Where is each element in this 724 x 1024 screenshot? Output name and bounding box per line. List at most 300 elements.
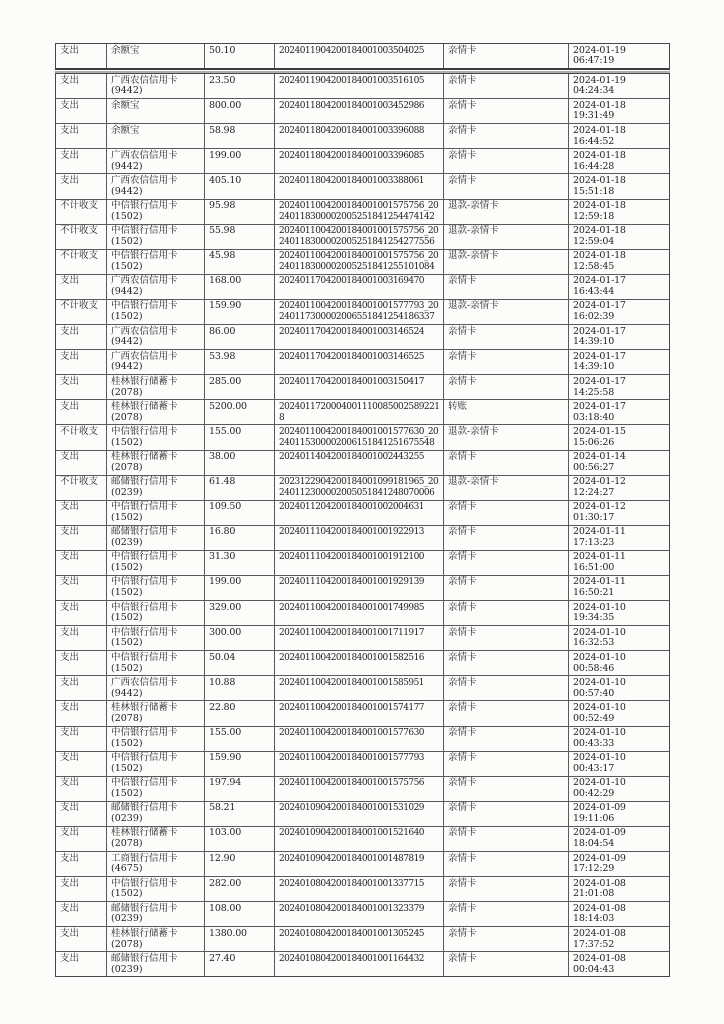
flow-type-text: 支出 [60,701,80,713]
account-name-text: 广西农信信用卡 [111,275,178,287]
pay-method-text: 亲情卡 [448,174,477,186]
transaction-row [56,224,669,249]
cell-transaction-id [274,526,443,550]
transaction-id-text: 2024010804200184001001323379 [279,903,424,914]
transaction-id-text: 2024011004200184001001582516 [279,652,424,663]
transaction-id-text: 2024011804200184001003388061 [279,175,424,186]
date-text: 2024-01-08 [573,952,626,964]
account-number-text: (9442) [111,85,143,97]
account-name-text: 广西农信信用卡 [111,149,178,161]
cell-pay-method [443,952,568,976]
cell-account [106,727,204,751]
cell-datetime [568,225,669,249]
transaction-row [56,801,669,826]
transaction-row [56,475,669,500]
transaction-id-text: 2024011004200184001001749985 [279,602,424,613]
cell-transaction-id [274,576,443,600]
time-text: 14:39:10 [573,336,615,348]
transaction-id-text: 2024011004200184001001575756_20240118300002005251841254277556 [279,226,439,247]
cell-amount [204,802,274,826]
amount-text: 55.98 [209,225,236,237]
date-text: 2024-01-15 [573,425,626,437]
cell-transaction-id [274,701,443,725]
cell-datetime [568,576,669,600]
cell-pay-method [443,526,568,550]
account-name-text: 余额宝 [111,99,140,111]
cell-pay-method [443,476,568,500]
date-text: 2024-01-18 [573,225,626,237]
cell-transaction-id [274,275,443,299]
transaction-id-text: 2024011004200184001001575756_20240118300002005251841255101084 [279,251,439,273]
transaction-row [56,324,669,349]
cell-amount [204,551,274,575]
account-name-text: 桂林银行储蓄卡 [111,701,178,713]
cell-transaction-id [274,74,443,98]
transaction-id-text: 2024011804200184001003396085 [279,150,424,161]
time-text: 19:11:06 [573,813,615,825]
account-number-text: (1502) [111,737,143,749]
cell-account [106,451,204,475]
amount-text: 23.50 [209,74,236,86]
account-number-text: (2078) [111,712,143,724]
date-text: 2024-01-17 [573,275,626,287]
time-text: 18:04:54 [573,838,615,850]
cell-datetime [568,526,669,550]
amount-text: 22.80 [209,701,236,713]
transaction-row [56,600,669,625]
cell-pay-method [443,777,568,801]
transaction-id-text: 2024011904200184001003504025 [279,45,424,56]
cell-flow-type [56,451,106,475]
transaction-id-text: 2024011004200184001001711917 [279,627,424,638]
flow-type-text: 支出 [60,44,80,56]
pay-method-text: 亲情卡 [448,902,477,914]
cell-transaction-id [274,651,443,675]
cell-pay-method [443,877,568,901]
transaction-id-text: 2024010804200184001001337715 [279,878,424,889]
time-text: 17:37:52 [573,938,615,950]
cell-account [106,877,204,901]
transaction-row [56,249,669,274]
flow-type-text: 支出 [60,576,80,588]
cell-flow-type [56,952,106,976]
cell-pay-method [443,350,568,374]
date-text: 2024-01-17 [573,300,626,312]
amount-text: 10.88 [209,676,236,688]
amount-text: 61.48 [209,476,236,488]
cell-flow-type [56,827,106,851]
account-number-text: (1502) [111,788,143,800]
amount-text: 38.00 [209,451,236,462]
cell-pay-method [443,727,568,751]
cell-flow-type [56,777,106,801]
pay-method-text: 亲情卡 [448,752,477,764]
date-text: 2024-01-18 [573,174,626,186]
cell-pay-method [443,375,568,399]
pay-method-text: 亲情卡 [448,576,477,588]
account-name-text: 中信银行信用卡 [111,576,178,588]
cell-flow-type [56,425,106,449]
amount-text: 31.30 [209,551,236,563]
cell-amount [204,174,274,198]
time-text: 12:24:27 [573,486,615,498]
amount-text: 197.94 [209,777,242,789]
cell-datetime [568,852,669,876]
account-name-text: 中信银行信用卡 [111,626,178,638]
flow-type-text: 不计收支 [60,425,99,437]
cell-pay-method [443,626,568,650]
cell-account [106,752,204,776]
cell-amount [204,927,274,951]
time-text: 12:58:45 [573,261,615,273]
cell-flow-type [56,476,106,500]
pay-method-text: 亲情卡 [448,927,477,939]
amount-text: 405.10 [209,174,242,186]
cell-transaction-id [274,99,443,123]
cell-amount [204,952,274,976]
flow-type-text: 支出 [60,124,80,136]
transaction-id-text: 2024011004200184001001585951 [279,677,424,688]
account-name-text: 广西农信信用卡 [111,350,178,362]
date-text: 2024-01-11 [573,526,626,538]
cell-datetime [568,200,669,224]
date-text: 2024-01-10 [573,701,626,713]
cell-amount [204,501,274,525]
account-name-text: 余额宝 [111,44,140,56]
transaction-row [56,851,669,876]
cell-amount [204,676,274,700]
cell-datetime [568,601,669,625]
time-text: 04:24:34 [573,85,615,97]
cell-amount [204,727,274,751]
cell-datetime [568,451,669,475]
cell-account [106,149,204,173]
transaction-row [56,726,669,751]
date-text: 2024-01-18 [573,200,626,212]
cell-transaction-id [274,44,443,68]
transaction-row [56,525,669,550]
cell-account [106,200,204,224]
cell-flow-type [56,701,106,725]
account-name-text: 邮储银行信用卡 [111,902,178,914]
cell-pay-method [443,827,568,851]
flow-type-text: 支出 [60,325,80,337]
account-name-text: 桂林银行储蓄卡 [111,375,178,387]
pay-method-text: 亲情卡 [448,44,477,56]
transaction-row [56,349,669,374]
account-number-text: (1502) [111,562,143,574]
cell-account [106,952,204,976]
cell-transaction-id [274,501,443,525]
transaction-row [56,424,669,449]
cell-datetime [568,74,669,98]
cell-datetime [568,99,669,123]
cell-transaction-id [274,149,443,173]
date-text: 2024-01-10 [573,676,626,688]
time-text: 16:43:44 [573,286,615,298]
account-number-text: (1502) [111,311,143,323]
flow-type-text: 支出 [60,526,80,538]
pay-method-text: 退款-亲情卡 [448,250,499,262]
cell-pay-method [443,149,568,173]
flow-type-text: 支出 [60,74,80,86]
account-number-text: (2078) [111,938,143,950]
amount-text: 199.00 [209,149,242,161]
flow-type-text: 支出 [60,99,80,111]
pay-method-text: 退款-亲情卡 [448,200,499,212]
account-name-text: 中信银行信用卡 [111,300,178,312]
transaction-row [56,374,669,399]
transaction-row [56,926,669,951]
cell-flow-type [56,651,106,675]
pay-method-text: 亲情卡 [448,99,477,111]
amount-text: 1380.00 [209,927,247,939]
cell-flow-type [56,752,106,776]
transaction-row [56,876,669,901]
account-name-text: 中信银行信用卡 [111,727,178,739]
account-number-text: (2078) [111,386,143,398]
pay-method-text: 转账 [448,400,468,412]
transaction-id-text: 2024011004200184001001574177 [279,702,424,713]
cell-pay-method [443,551,568,575]
flow-type-text: 支出 [60,551,80,563]
cell-amount [204,200,274,224]
account-number-text: (1502) [111,210,143,222]
cell-flow-type [56,601,106,625]
time-text: 12:59:04 [573,235,615,247]
cell-account [106,325,204,349]
cell-pay-method [443,902,568,926]
transaction-id-text: 2024010904200184001001531029 [279,803,424,814]
date-text: 2024-01-11 [573,576,626,588]
transaction-row [56,550,669,575]
cell-amount [204,626,274,650]
pay-method-text: 亲情卡 [448,74,477,86]
table-segment-top [55,43,670,70]
date-text: 2024-01-17 [573,350,626,362]
date-text: 2024-01-09 [573,852,626,864]
transaction-id-text: 2024011704200184001003146525 [279,351,424,362]
transaction-id-text: 2024011704200184001003146524 [279,326,424,337]
cell-amount [204,74,274,98]
cell-flow-type [56,350,106,374]
pay-method-text: 亲情卡 [448,727,477,739]
cell-datetime [568,626,669,650]
pay-method-text: 退款-亲情卡 [448,476,499,488]
cell-amount [204,752,274,776]
amount-text: 16.80 [209,526,236,538]
date-text: 2024-01-10 [573,651,626,663]
transaction-id-text: 2024011004200184001001577793 [279,753,424,764]
time-text: 14:25:58 [573,386,615,398]
cell-account [106,375,204,399]
time-text: 18:14:03 [573,913,615,925]
amount-text: 50.04 [209,651,236,663]
pay-method-text: 亲情卡 [448,651,477,663]
cell-datetime [568,877,669,901]
flow-type-text: 支出 [60,802,80,814]
cell-account [106,476,204,500]
transaction-id-text: 2024010904200184001001521640 [279,828,424,839]
account-name-text: 中信银行信用卡 [111,651,178,663]
cell-amount [204,149,274,173]
amount-text: 108.00 [209,902,242,914]
cell-flow-type [56,174,106,198]
pay-method-text: 亲情卡 [448,601,477,613]
cell-pay-method [443,225,568,249]
account-name-text: 中信银行信用卡 [111,752,178,764]
cell-account [106,400,204,424]
cell-datetime [568,952,669,976]
date-text: 2024-01-17 [573,325,626,337]
account-name-text: 桂林银行储蓄卡 [111,827,178,839]
amount-text: 86.00 [209,325,236,337]
amount-text: 285.00 [209,375,242,387]
transaction-row [56,675,669,700]
pay-method-text: 亲情卡 [448,777,477,789]
account-number-text: (4675) [111,863,143,875]
cell-account [106,44,204,68]
cell-account [106,501,204,525]
account-number-text: (1502) [111,612,143,624]
cell-flow-type [56,200,106,224]
pay-method-text: 亲情卡 [448,877,477,889]
cell-account [106,250,204,274]
time-text: 19:34:35 [573,612,615,624]
cell-account [106,576,204,600]
time-text: 21:01:08 [573,888,615,900]
account-number-text: (1502) [111,436,143,448]
cell-flow-type [56,551,106,575]
cell-amount [204,827,274,851]
cell-amount [204,400,274,424]
cell-amount [204,325,274,349]
transaction-table [55,43,670,977]
cell-account [106,526,204,550]
transaction-row [56,575,669,600]
account-number-text: (1502) [111,261,143,273]
account-name-text: 邮储银行信用卡 [111,476,178,488]
cell-pay-method [443,124,568,148]
cell-account [106,827,204,851]
cell-amount [204,250,274,274]
cell-flow-type [56,99,106,123]
cell-pay-method [443,74,568,98]
pay-method-text: 亲情卡 [448,451,477,462]
cell-amount [204,425,274,449]
pay-method-text: 亲情卡 [448,701,477,713]
pay-method-text: 亲情卡 [448,551,477,563]
account-number-text: (9442) [111,286,143,298]
amount-text: 159.90 [209,752,242,764]
cell-flow-type [56,325,106,349]
amount-text: 800.00 [209,99,242,111]
flow-type-text: 支出 [60,877,80,889]
cell-amount [204,451,274,475]
cell-transaction-id [274,350,443,374]
time-text: 16:51:00 [573,562,615,574]
transaction-row [56,650,669,675]
cell-account [106,551,204,575]
cell-transaction-id [274,200,443,224]
cell-flow-type [56,250,106,274]
flow-type-text: 不计收支 [60,300,99,312]
amount-text: 103.00 [209,827,242,839]
pay-method-text: 亲情卡 [448,802,477,814]
account-number-text: (9442) [111,361,143,373]
cell-account [106,676,204,700]
cell-transaction-id [274,601,443,625]
account-number-text: (2078) [111,461,143,473]
cell-pay-method [443,701,568,725]
cell-amount [204,576,274,600]
cell-pay-method [443,501,568,525]
pay-method-text: 亲情卡 [448,852,477,864]
transaction-id-text: 2024011404200184001002443255 [279,452,424,462]
time-text: 00:43:17 [573,762,615,774]
cell-flow-type [56,149,106,173]
cell-flow-type [56,74,106,98]
transaction-id-text: 2024011004200184001001575756_20240118300002005251841254474142 [279,201,439,222]
account-name-text: 桂林银行储蓄卡 [111,400,178,412]
account-name-text: 中信银行信用卡 [111,601,178,613]
cell-transaction-id [274,250,443,274]
transaction-id-text: 2024011904200184001003516105 [279,75,424,86]
cell-pay-method [443,275,568,299]
cell-account [106,777,204,801]
time-text: 01:30:17 [573,511,615,523]
cell-datetime [568,400,669,424]
amount-text: 159.90 [209,300,242,312]
cell-datetime [568,275,669,299]
transaction-row [56,901,669,926]
transaction-row [56,148,669,173]
date-text: 2024-01-09 [573,827,626,839]
cell-transaction-id [274,802,443,826]
transaction-row [56,44,669,68]
account-name-text: 广西农信信用卡 [111,174,178,186]
cell-pay-method [443,300,568,324]
cell-pay-method [443,651,568,675]
cell-transaction-id [274,676,443,700]
amount-text: 155.00 [209,727,242,739]
pay-method-text: 退款-亲情卡 [448,425,499,437]
cell-transaction-id [274,752,443,776]
pay-method-text: 亲情卡 [448,676,477,688]
cell-account [106,99,204,123]
cell-transaction-id [274,225,443,249]
cell-datetime [568,651,669,675]
amount-text: 329.00 [209,601,242,613]
time-text: 00:52:49 [573,712,615,724]
cell-pay-method [443,44,568,68]
flow-type-text: 支出 [60,676,80,688]
transaction-id-text: 2024011704200184001003169470 [279,276,424,287]
cell-transaction-id [274,174,443,198]
time-text: 06:47:19 [573,55,615,67]
time-text: 00:58:46 [573,662,615,674]
pay-method-text: 亲情卡 [448,526,477,538]
flow-type-text: 不计收支 [60,250,99,262]
account-name-text: 广西农信信用卡 [111,325,178,337]
cell-datetime [568,701,669,725]
cell-transaction-id [274,325,443,349]
account-name-text: 桂林银行储蓄卡 [111,451,178,462]
cell-amount [204,902,274,926]
cell-datetime [568,827,669,851]
cell-amount [204,225,274,249]
time-text: 16:44:52 [573,135,615,147]
